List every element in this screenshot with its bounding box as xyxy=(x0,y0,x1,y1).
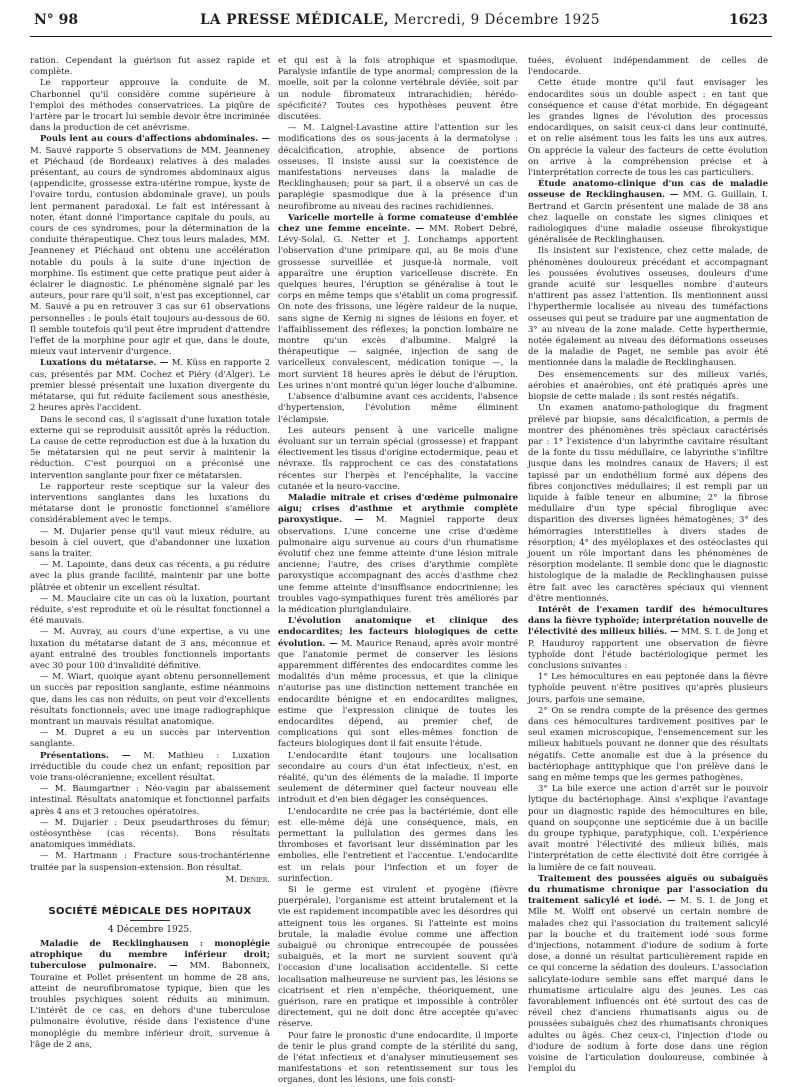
paragraph: tuées, évoluent indépendamment de celles de l'endocarde. xyxy=(528,56,768,78)
heading-recklinghausen: Maladie de Recklinghausen : monoplégie atrophique du membre inférieur droit; tuberculose pulmonaire. — xyxy=(30,939,270,972)
paragraph: 3° La bile exerce une action d'arrêt sur le pouvoir lytique du bactériophage. Ainsi s'explique l'avantage pour un diagnostic rapide des hémocultures en bile, quand on soupçonne une septicémie due à un bacille du groupe typhique, paratyphique, coli. L'expérience avait montré l'électivité des milieux biliés, mais l'interprétation de cette électivité doit être corrigée à la lumière de ce fait nouveau. xyxy=(528,784,768,873)
heading-etude-osseuse: Étude anatomo-clinique d'un cas de maladie osseuse de Recklinghausen. — xyxy=(528,179,768,201)
paragraph: — M. Dujarier pense qu'il vaut mieux réduire, au besoin à ciel ouvert, que d'abandonner une luxation sans la traiter. xyxy=(30,526,270,559)
paragraph: ration. Cependant la guérison fut assez rapide et complète. xyxy=(30,56,270,78)
paragraph: — M. Hartmann : Fracture sous-trochantérienne traitée par la suspension-extension. Bon résultat. xyxy=(30,851,270,873)
paragraph: — M. Laignel-Lavastine attire l'attention sur les modifications des os sous-jacents à la dermatolyse : décalcification, atrophie, absence de portions osseuses. Il insiste aussi sur la coexistence de manifestations nerveuses dans la maladie de Recklinghausen; pour sa part, il a observé un cas de paraplégie spasmodique due à la présence d'un neurofibrome au niveau des racines rachidiennes. xyxy=(278,123,518,212)
issue-number: N° 98 xyxy=(34,12,79,28)
section-title: SOCIÉTÉ MÉDICALE DES HOPITAUX xyxy=(48,906,252,917)
paragraph: Les auteurs pensent à une varicelle maligne évoluant sur un terrain spécial (grossesse) et frappant électivement les tissus d'origine ectodermique, peau et névraxe. Ils rapprochent ce cas des constatations récentes sur l'herpès et l'encéphalite, la vaccine cutanée et la neuro-vaccine. xyxy=(278,425,518,492)
paragraph: Ils insistent sur l'existence, chez cette malade, de phénomènes douloureux précédant et accompagnant les poussées évolutives osseuses, douleurs d'une grande acuité sur lesquelles nombre d'auteurs n'attirent pas assez l'attention. Ils mentionnent aussi l'hyperthermie localisée au niveau des tuméfactions osseuses qui peut se traduire par une augmentation de 3° au niveau de la zone malade. Cette hyperthermie, notée également au niveau des déformations osseuses de la maladie de Paget, ne semble pas avoir été mentionnée dans la maladie de Recklinghausen. xyxy=(528,246,768,369)
page-header xyxy=(30,10,770,36)
paragraph: MM. Babonneix, Touraine et Pollet présentent un homme de 28 ans, atteint de neurofibromatose typique, bien que les troubles psychiques soient réduits au minimum. L'intérêt de ce cas, en dehors d'une tuberculose pulmonaire évolutive, réside dans l'existence d'une monoplégie du membre inférieur droit, survenue à l'âge de 2 ans, xyxy=(30,961,270,1050)
paragraph: Cette étude montre qu'il faut envisager les endocardites sous un double aspect : en tant que conséquence et cause d'état morbide. En dégageant les grandes lignes de l'évolution des processus endocardiques, on saisit ceux-ci dans leur continuité, et on relie aisément tous les faits les uns aux autres. On apprécie la valeur des facteurs de cette évolution on arrive à la compréhension précise et à l'interprétation correcte de tous les cas particuliers. xyxy=(528,78,768,179)
journal-title: LA PRESSE MÉDICALE, xyxy=(200,12,390,28)
paragraph: MM. Robert Debré, Lévy-Solal, G. Netter et J. Lonchamps apportent l'observation d'une primipare qui, au 8e mois d'une grossesse surveillée et jusque-là normale, voit apparaître une éruption varicelleuse discrète. En quelques heures, l'éruption se généralise à tout le corps en même temps que s'établit un coma progressif. On note des frissons, une légère raideur de la nuque, sans signe de Kernig ni signes de lésions en foyer, et l'affaiblissement des réflexes; la ponction lombaire ne montre qu'un excès d'albumine. Malgré la thérapeutique — saignée, injection de sang de varicelleux convalescent, médication tonique —, la mort survient 18 heures après le début de l'éruption. Les urines n'ont montré qu'un léger louche d'albumine. xyxy=(278,224,519,391)
journal-title-line xyxy=(30,12,770,28)
paragraph: — M. Wiart, quoique ayant obtenu personnellement un succès par reposition sanglante, estime néanmoins que, dans les cas non réduits, on peut voir d'excellents résultats fonctionnels, avec une image radiographique montrant un mauvais résultat anatomique. xyxy=(30,672,270,727)
heading-luxations: Luxations du métatarse. — xyxy=(40,358,169,369)
paragraph: — M. Mauclaire cite un cas où la luxation, pourtant réduite, s'est reproduite et où le résultat fonctionnel a été mauvais. xyxy=(30,593,270,627)
paragraph: M. Magniel rapporte deux observations. L'une concerne une crise d'œdème pulmonaire aigu survenue au cours d'un rhumatisme évolutif chez une femme atteinte d'une lésion mitrale ancienne; l'autre, des crises d'arythmie complète paroxystique accompagnant des accès d'asthme chez une femme atteinte d'insuffisance endocrinienne; les troubles vago-sympathiques furent très améliorés par la médication pluriglandulaire. xyxy=(278,515,518,615)
page-number: 1623 xyxy=(729,12,768,28)
paragraph: Pour faire le pronostic d'une endocardite, il importe de tenir le plus grand compte de la stérilité du sang, de l'état infectieux et d'analyser minutieusement ses manifestations et son retentissement sur tous les organes, dont les lésions, une fois consti- xyxy=(278,1030,518,1086)
heading-presentations: Présentations. — xyxy=(40,750,131,761)
heading-varicelle: Varicelle mortelle à forme comateuse d'emblée chez une femme enceinte. — xyxy=(278,212,518,235)
heading-hemocultures: Intérêt de l'examen tardif des hémocultures dans la fièvre typhoïde; interprétation nouvelle de l'électivité des milieux biliés. — xyxy=(528,604,768,638)
paragraph: — M. Baumgartner : Néo-vagin par abaissement intestinal. Résultats anatomique et fonctionnel parfaits après 4 ans et 3 retouches opératoires. xyxy=(30,784,270,817)
heading-rhumatisme: Traitement des poussées aiguës ou subaiguës du rhumatisme chronique par l'association du traitement salicylé et iodé. — xyxy=(528,873,768,907)
column-right xyxy=(528,56,768,1075)
paragraph: — M. Dupret a eu un succès par intervention sanglante. xyxy=(30,728,270,750)
paragraph: 1° Les hémocultures en eau peptonée dans la fièvre typhoïde peuvent n'être positives qu'après plusieurs jours, parfois une semaine. xyxy=(528,672,768,705)
paragraph: — M. Auvray, au cours d'une expertise, a vu une luxation du métatarse datant de 3 ans, méconnue et ayant entraîné des troubles fonctionnels importants avec 30 pour 100 d'invalidité définitive. xyxy=(30,627,270,671)
paragraph: Un examen anatomo-pathologique du fragment prélevé par biopsie, sans décalcification, a permis de montrer des phénomènes très spéciaux caractérisés par : 1° l'existence d'un labyrinthe cavitaire résultant de la fonte du tissu médullaire, ce labyrinthe s'infiltre jusque dans les moindres canaux de Havers; il est tapissé par un endothélium formé aux dépens des fibres conjonctives médullaires; il est rempli par un liquide à faible teneur en albumine; 2° la fibrose médullaire d'un type spécial fibroglique avec disparition des diverses lignées hématogènes; 3° des hémorragies interstitielles à divers stades de résorption; 4° des myéloplaxes et des ostéoclastes qui jouent un rôle important dans les phénomènes de résorption modelante. Il semble donc que le diagnostic histologique de la maladie de Recklinghausen puisse être fait avec les caractères spéciaux qui viennent d'être mentionnés. xyxy=(528,403,768,604)
paragraph: L'absence d'albumine avant ces accidents, l'absence d'hypertension, l'évolution même éliminent l'éclampsie. xyxy=(278,392,518,425)
heading-endocardites: L'évolution anatomique et clinique des endocardites; les facteurs biologiques de cette évolution. — xyxy=(278,616,518,649)
paragraph: Si le germe est virulent et pyogène (fièvre puerpérale), l'organisme est atteint brutalement et la vie est rapidement incompatible avec les désordres qui atteignent tous les organes. Si l'atteinte est moins brutale, la maladie évolue comme une affection subaiguë ou chronique entrecoupée de poussées subaiguës, et la mort ne survient souvent qu'à l'occasion d'une localisation accidentelle. Si cette localisation malheureuse ne survient pas, les lésions se cicatrisent et rien n'empêche, théoriquement, une guérison, rare en pratique et impossible à contrôler directement, qui ne doit donc être acceptée qu'avec réserve. xyxy=(278,885,518,1030)
paragraph: M. S. I. de Jong et Mlle M. Wolff ont observé un certain nombre de malades chez qui l'association du traitement salicylé par la bouche et du traitement iodé sous forme d'injections, notamment d'iodure de sodium à forte dose, a donné un résultat particulièrement rapide en ce qui concerne la sédation des douleurs. L'association salicylate-iodure semble sans effet marqué dans le rhumatisme articulaire aigu des jeunes. Les cas favorablement influencés ont été surtout des cas de réveil chez d'anciens rhumatisants aigus ou de poussées subaiguës chez des rhumatisants chroniques adultes ou âgés. Chez ceux-ci, l'injection d'iode ou d'iodure de sodium à forte dose dans une région voisine de l'articulation douloureuse, combinée à l'emploi du xyxy=(528,896,768,1075)
paragraph: M. Maurice Renaud, après avoir montré que l'anatomie permet de conserver les lésions apparemment différentes des endocardites comme les modalités d'un même processus, et que la clinique n'autorise pas une distinction nettement tranchée en endocardite bénigne et en endocardites malignes, estime que l'expression clinique de toutes les endocardites dépend, au premier chef, de complications qui sont elles-mêmes fonction de facteurs biologiques dont il fait ensuite l'étude. xyxy=(278,638,519,750)
paragraph: — M. Lapointe, dans deux cas récents, a pu réduire avec la plus grande facilité, maintenir par une botte plâtrée et obtenir un excellent résultat. xyxy=(30,560,270,593)
paragraph: MM. G. Guillain, I. Bertrand et Garcin présentent une malade de 38 ans chez laquelle on constate les signes cliniques et radiologiques d'une maladie osseuse fibrokystique généralisée de Recklinghausen. xyxy=(528,190,768,246)
paragraph: M. Sauvé rapporte 5 observations de MM. Jeanneney et Piéchaud (de Bordeaux) relatives à des malades présentant, au cours de syndromes abdominaux aigus (appendicite, grossesse extra-utérine rompue, kyste de l'ovaire tordu, contusion abdominale grave), un pouls lent permanent paradoxal. Le fait est intéressant à noter, étant donné l'importance capitale du pouls, au cours de ces syndromes, pour la détermination de la conduite thérapeutique. Chez tous leurs malades, MM. Jeanneney et Piéchaud ont obtenu une accélération notable du pouls à la suite d'une injection de morphine. Ils estiment que cette pratique peut aider à éclairer le diagnostic. Le phénomène signalé par les auteurs, pour rare qu'il soit, n'est pas exceptionnel, car M. Sauvé a pu en retrouver 3 cas sur 61 observations personnelles : le pouls était toujours au-dessous de 60. Il semble toutefois qu'il peut être imprudent d'attendre l'effet de la morphine pour agir et que, dans le doute, mieux vaut intervenir d'urgence. xyxy=(30,145,270,358)
paragraph: L'endocardite étant toujours une localisation secondaire au cours d'un état infectieux, n'est, en réalité, qu'un des éléments de la maladie. Il importe seulement de déterminer quel facteur nouveau elle introduit et d'en bien dégager les conséquences. xyxy=(278,750,518,806)
paragraph: MM. S. I. de Jong et P. Hauduroy rapportent une observation de fièvre typhoïde dont l'étude bactériologique permet les conclusions suivantes : xyxy=(528,627,768,671)
heading-maladie-mitrale: Maladie mitrale et crises d'œdème pulmonaire aigu; crises d'asthme et arythmie complète paroxystique. — xyxy=(278,492,518,526)
paragraph: Dans le second cas, il s'agissait d'une luxation totale externe qui se reproduisit aussitôt après la réduction. La cause de cette reproduction est due à la luxation du 5e métatarsien qui ne peut servir à maintenir la réduction. C'est pourquoi on a préconisé une intervention sanglante pour fixer ce métatarsien. xyxy=(30,414,270,481)
section-date: 4 Décembre 1925. xyxy=(107,925,193,935)
paragraph: Des ensemencements sur des milieux variés, aérobies et anaérobies, ont été pratiqués après une biopsie de cette malade : ils sont restés négatifs. xyxy=(528,369,768,403)
society-section xyxy=(30,900,270,1072)
issue-date: Mercredi, 9 Décembre 1925 xyxy=(389,12,600,28)
paragraph: L'endocardite ne crée pas la bactériémie, dont elle est elle-même déjà une conséquence, mais, en permettant la pullulation des germes dans les thromboses et favorisant leur dissémination par les embolies, elle l'entretient et l'accentue. L'endocardite est un relais pour l'infection et un foyer de surinfection. xyxy=(278,806,518,884)
paragraph: Le rapporteur reste sceptique sur la valeur des interventions sanglantes dans les luxations du métatarse dont le pronostic fonctionnel s'améliore considérablement avec le temps. xyxy=(30,481,270,526)
paragraph: Le rapporteur approuve la conduite de M. Charbonnel qu'il considère comme supérieure à l'emploi des méthodes conservatrices. La piqûre de l'artère par le trocart lui semble devoir être incriminée dans la production de cet anévrisme. xyxy=(30,78,270,134)
header-rule xyxy=(30,36,772,37)
paragraph: — M. Dujarier : Deux pseudarthroses du fémur; ostéosynthèse (cas récents). Bons résultats anatomiques immédiats. xyxy=(30,817,270,851)
author-signature: M. Denier. xyxy=(225,874,270,885)
paragraph: 2° On se rendra compte de la présence des germes dans ces hémocultures tardivement positives par le seul examen microscopique, l'ensemencement sur les milieux habituels pouvant ne donner que des résultats négatifs. Cette anomalie est due à la présence du bactériophage antityphique que l'on prélève dans le sang en même temps que les germes pathogènes. xyxy=(528,705,768,783)
paragraph: et qui est à la fois atrophique et spasmodique. Paralysie infantile de type anormal; compression de la moelle, soit par la colonne vertébrale déviée, soit par un nodule fibromateux intrarachidien; hérédo-spécificité? Toutes ces hypothèses peuvent être discutées. xyxy=(278,56,518,123)
column-middle xyxy=(278,56,519,1086)
section-divider xyxy=(130,920,170,921)
paragraph: M. Mathieu : Luxation irréductible du coude chez un enfant; reposition par voie trans-olécranienne; excellent résultat. xyxy=(30,750,271,783)
heading-pouls: Pouls lent au cours d'affections abdominales. — xyxy=(40,134,270,145)
paragraph: M. Küss en rapporte 2 cas, présentés par MM. Cochez et Piéry (d'Alger). Le premier blessé présentait une luxation divergente du métatarse, qui fut réduite facilement sous anesthésie, 2 heures après l'accident. xyxy=(30,358,270,414)
